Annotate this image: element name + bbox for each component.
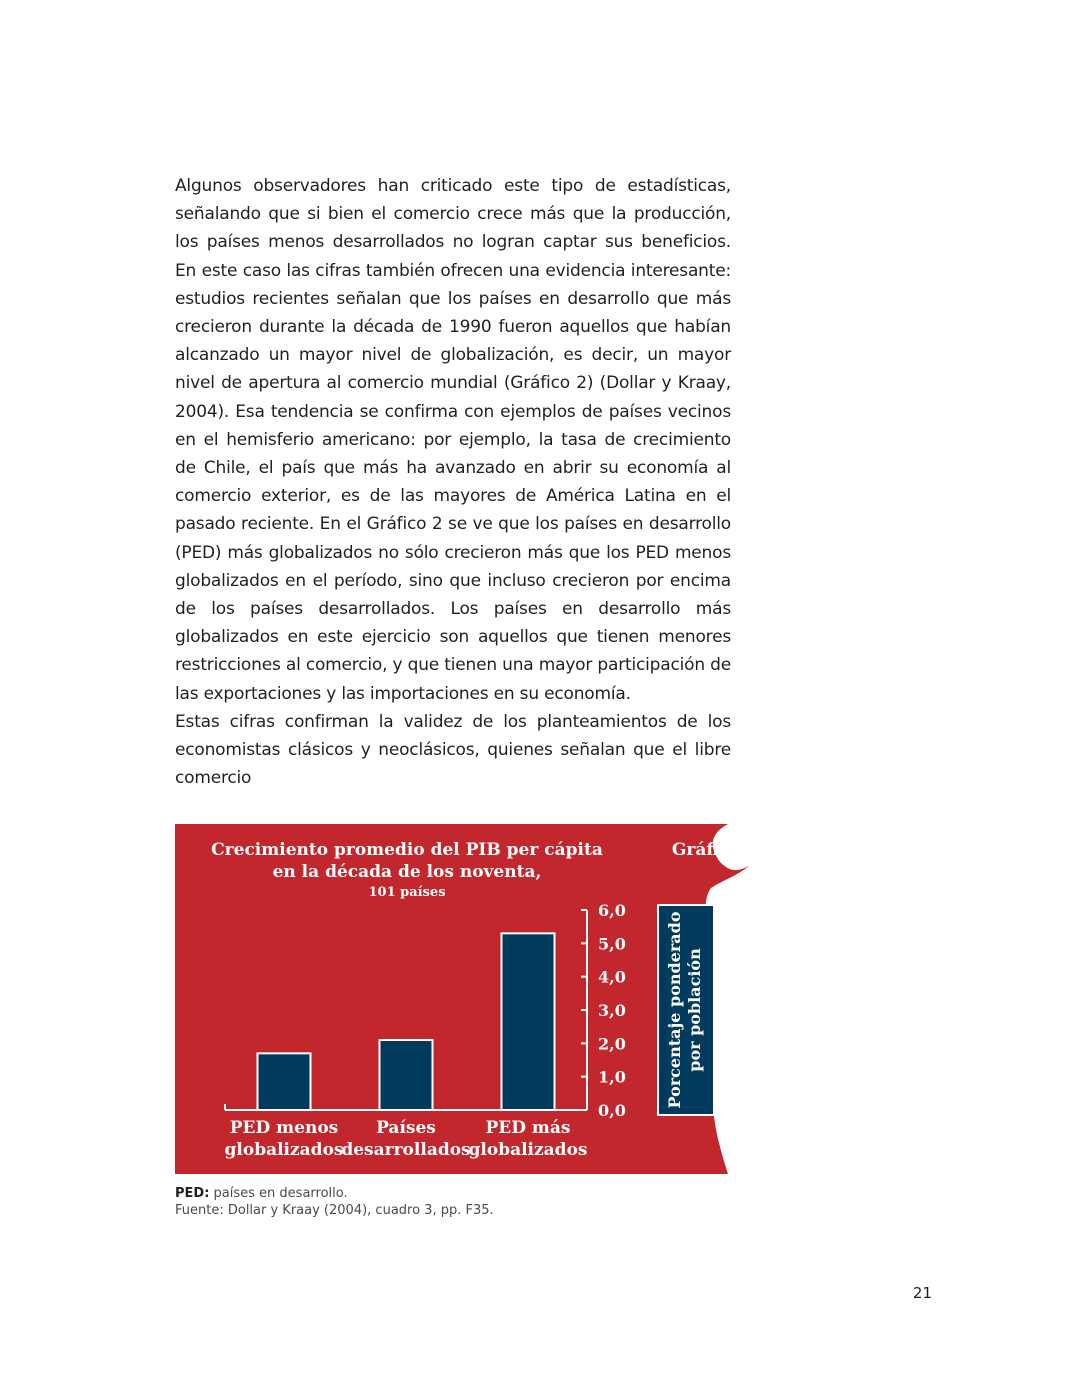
y-axis-label-line-2: por población	[685, 948, 704, 1072]
bar	[502, 933, 555, 1110]
category-label: desarrollados	[341, 1140, 471, 1160]
category-label: globalizados	[224, 1140, 344, 1160]
figure-label: Gráfico 2	[671, 840, 759, 860]
body-paragraph-2: Estas cifras confirman la validez de los planteamientos de los economistas clásicos y neoclásicos, quienes señalan que el libre comercio	[175, 712, 731, 789]
body-paragraph-1: Algunos observadores han criticado este tipo de estadísticas, señalando que si bien el comercio crece más que la producción, los países menos desarrollados no logran captar sus beneficios. En este caso las cifras también ofrecen una evidencia interesante: estudios recientes señalan que los países en desarrollo que más crecieron durante la década de 1990 fueron aquellos que habían alcanzado un mayor nivel de globalización, es decir, un mayor nivel de apertura al comercio mundial (Gráfico 2) (Dollar y Kraay, 2004). Esa tendencia se confirma con ejemplos de países vecinos en el hemisferio americano: por ejemplo, la tasa de crecimiento de Chile, el país que más ha avanzado en abrir su economía al comercio exterior, es de las mayores de América Latina en el pasado reciente. En el Gráfico 2 se ve que los países en desarrollo (PED) más globalizados no sólo crecieron más que los PED menos globalizados en el período, sino que incluso crecieron por encima de los países desarrollados. Los países en desarrollo más globalizados en este ejercicio son aquellos que tienen menores restricciones al comercio, y que tienen una mayor participación de las exportaciones y las importaciones en su economía.	[175, 176, 731, 704]
category-label: globalizados	[468, 1140, 588, 1160]
chart-title-line-2: en la década de los noventa,	[272, 862, 542, 882]
footnote-abbr: PED:	[175, 1186, 210, 1201]
footnote-source: Fuente: Dollar y Kraay (2004), cuadro 3, pp. F35.	[175, 1203, 494, 1218]
bar	[258, 1053, 311, 1110]
chart-subtitle: 101 países	[368, 885, 446, 900]
category-label: Países	[376, 1118, 436, 1138]
chart-title-line-1: Crecimiento promedio del PIB per cápita	[211, 840, 603, 860]
y-tick-label: 0,0	[598, 1101, 626, 1120]
category-label: PED más	[485, 1118, 571, 1138]
footnote-text: países en desarrollo.	[209, 1186, 348, 1201]
y-axis-label-line-1: Porcentaje ponderado	[665, 911, 684, 1109]
footnote-ped	[175, 1186, 348, 1202]
y-tick-label: 5,0	[598, 934, 626, 954]
chart-svg	[175, 824, 775, 1176]
page-number: 21	[912, 1284, 932, 1302]
y-tick-label: 1,0	[598, 1067, 626, 1087]
chart-figure	[175, 824, 775, 1176]
y-tick-label: 4,0	[598, 967, 626, 987]
bar	[380, 1040, 433, 1110]
y-tick-label: 2,0	[598, 1034, 626, 1054]
y-tick-label: 6,0	[598, 901, 626, 920]
y-tick-label: 3,0	[598, 1001, 626, 1020]
category-label: PED menos	[229, 1118, 339, 1138]
